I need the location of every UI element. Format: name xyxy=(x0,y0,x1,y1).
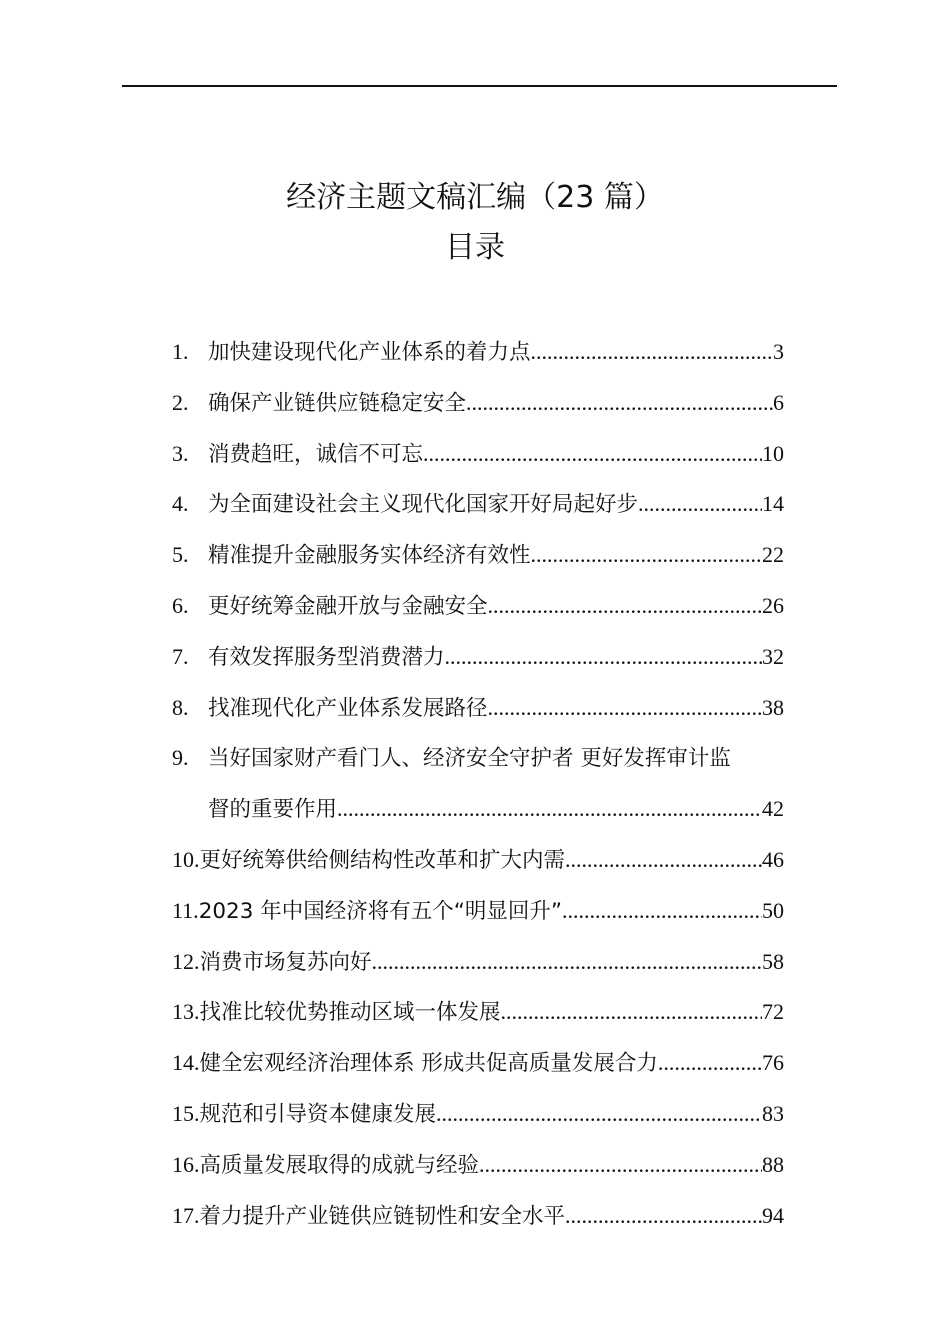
toc-entry-title-line1: 当好国家财产看门人、经济安全守护者 更好发挥审计监 xyxy=(208,746,731,772)
toc-leader-dots xyxy=(638,479,762,529)
toc-entry-number: 1. xyxy=(172,339,189,364)
toc-entry-title-line2: 督的重要作用 xyxy=(208,797,338,823)
toc-entry-page: 22 xyxy=(762,542,784,568)
toc-entry-page: 46 xyxy=(762,846,784,872)
toc-entry[interactable] xyxy=(172,1038,784,1089)
toc-leader-dots xyxy=(488,581,762,631)
toc-entry[interactable] xyxy=(172,1140,784,1191)
toc-leader-dots xyxy=(436,1089,762,1139)
toc-entry-page: 32 xyxy=(762,643,784,669)
toc-entry-number: 10. xyxy=(172,846,200,872)
toc-entry-title: 着力提升产业链供应链韧性和安全水平 xyxy=(199,1203,566,1229)
toc-entry-page: 26 xyxy=(762,592,784,618)
toc-entry[interactable] xyxy=(172,1191,784,1242)
toc-leader-dots xyxy=(531,327,773,377)
toc-leader-dots xyxy=(423,429,762,479)
toc-entry-page: 76 xyxy=(762,1050,784,1076)
toc-entry[interactable] xyxy=(172,937,784,988)
toc-entry-title: 加快建设现代化产业体系的着力点 xyxy=(208,340,531,365)
toc-entry-number: 14. xyxy=(172,1050,200,1076)
toc-entry-page: 58 xyxy=(762,948,784,974)
toc-leader-dots xyxy=(488,683,762,733)
toc-entry-title: 精准提升金融服务实体经济有效性 xyxy=(208,543,531,569)
toc-leader-dots xyxy=(565,1191,762,1241)
toc-entry-number: 11. xyxy=(172,897,199,923)
toc-entry-number: 12. xyxy=(172,948,200,974)
toc-entry-title: 健全宏观经济治理体系 形成共促高质量发展合力 xyxy=(199,1051,658,1077)
toc-heading: 目录 xyxy=(445,230,505,265)
toc-entry-number: 2. xyxy=(172,389,189,415)
header-rule xyxy=(122,85,837,87)
toc-leader-dots xyxy=(445,632,762,682)
toc-entry-title: 高质量发展取得的成就与经验 xyxy=(199,1152,480,1178)
toc-entry-number: 13. xyxy=(172,999,200,1025)
toc-leader-dots xyxy=(531,530,762,580)
toc-entry[interactable] xyxy=(172,1089,784,1140)
toc-leader-dots xyxy=(466,378,773,428)
toc-leader-dots xyxy=(658,1038,762,1088)
toc-entry-number: 16. xyxy=(172,1151,200,1177)
toc-entry-page: 10 xyxy=(762,440,784,466)
toc-entry-page: 6 xyxy=(773,389,784,415)
toc-leader-dots xyxy=(562,886,762,936)
toc-entry[interactable] xyxy=(172,581,784,632)
toc-entry-number: 8. xyxy=(172,694,189,720)
toc-entry-number: 6. xyxy=(172,592,189,618)
toc-entry[interactable] xyxy=(172,987,784,1038)
toc-entry-page: 50 xyxy=(762,897,784,923)
toc-entry-number: 15. xyxy=(172,1100,200,1126)
toc-entry-title: 规范和引导资本健康发展 xyxy=(199,1101,437,1127)
toc-entry-page: 72 xyxy=(762,999,784,1025)
toc-entry[interactable] xyxy=(172,327,784,378)
document-title: 经济主题文稿汇编（23 篇） xyxy=(286,180,664,215)
toc-entry-title: 2023 年中国经济将有五个“明显回升” xyxy=(198,898,563,924)
toc-entry-number: 5. xyxy=(172,542,189,568)
toc-entry[interactable] xyxy=(172,429,784,480)
toc-leader-dots xyxy=(479,1140,762,1190)
toc-entry-page: 42 xyxy=(762,796,784,822)
toc-entry-page: 3 xyxy=(773,339,784,364)
toc-entry-title: 更好统筹金融开放与金融安全 xyxy=(208,593,488,619)
toc-entry-title: 确保产业链供应链稳定安全 xyxy=(208,390,467,416)
toc-entry-title: 为全面建设社会主义现代化国家开好局起好步 xyxy=(208,492,639,518)
table-of-contents xyxy=(172,327,784,1241)
toc-leader-dots xyxy=(501,987,762,1037)
toc-leader-dots xyxy=(372,937,762,987)
toc-entry-page: 88 xyxy=(762,1151,784,1177)
toc-entry-page: 94 xyxy=(762,1202,784,1228)
toc-entry[interactable] xyxy=(172,835,784,886)
toc-entry-title: 消费趋旺，诚信不可忘 xyxy=(208,441,424,467)
toc-entry-title: 消费市场复苏向好 xyxy=(199,949,372,975)
toc-entry[interactable] xyxy=(172,632,784,683)
toc-entry[interactable] xyxy=(172,530,784,581)
toc-entry[interactable] xyxy=(172,733,832,784)
toc-entry[interactable] xyxy=(172,683,784,734)
toc-entry[interactable] xyxy=(172,378,784,429)
toc-entry-title: 找准比较优势推动区域一体发展 xyxy=(199,1000,501,1026)
toc-entry-page: 38 xyxy=(762,694,784,720)
toc-leader-dots xyxy=(565,835,762,885)
toc-entry-page: 14 xyxy=(762,491,784,517)
toc-entry-title: 更好统筹供给侧结构性改革和扩大内需 xyxy=(199,847,566,873)
toc-entry[interactable] xyxy=(172,479,784,530)
toc-entry[interactable] xyxy=(172,886,784,937)
toc-entry-number: 9. xyxy=(172,745,189,771)
toc-entry-number: 17. xyxy=(172,1202,200,1228)
toc-entry-title: 找准现代化产业体系发展路径 xyxy=(208,695,488,721)
toc-entry-number: 3. xyxy=(172,440,189,466)
toc-entry-continuation[interactable] xyxy=(172,784,784,835)
toc-entry-number: 4. xyxy=(172,491,189,517)
toc-leader-dots xyxy=(337,784,762,834)
toc-entry-title: 有效发挥服务型消费潜力 xyxy=(208,644,445,670)
toc-entry-page: 83 xyxy=(762,1100,784,1126)
toc-entry-number: 7. xyxy=(172,643,189,669)
